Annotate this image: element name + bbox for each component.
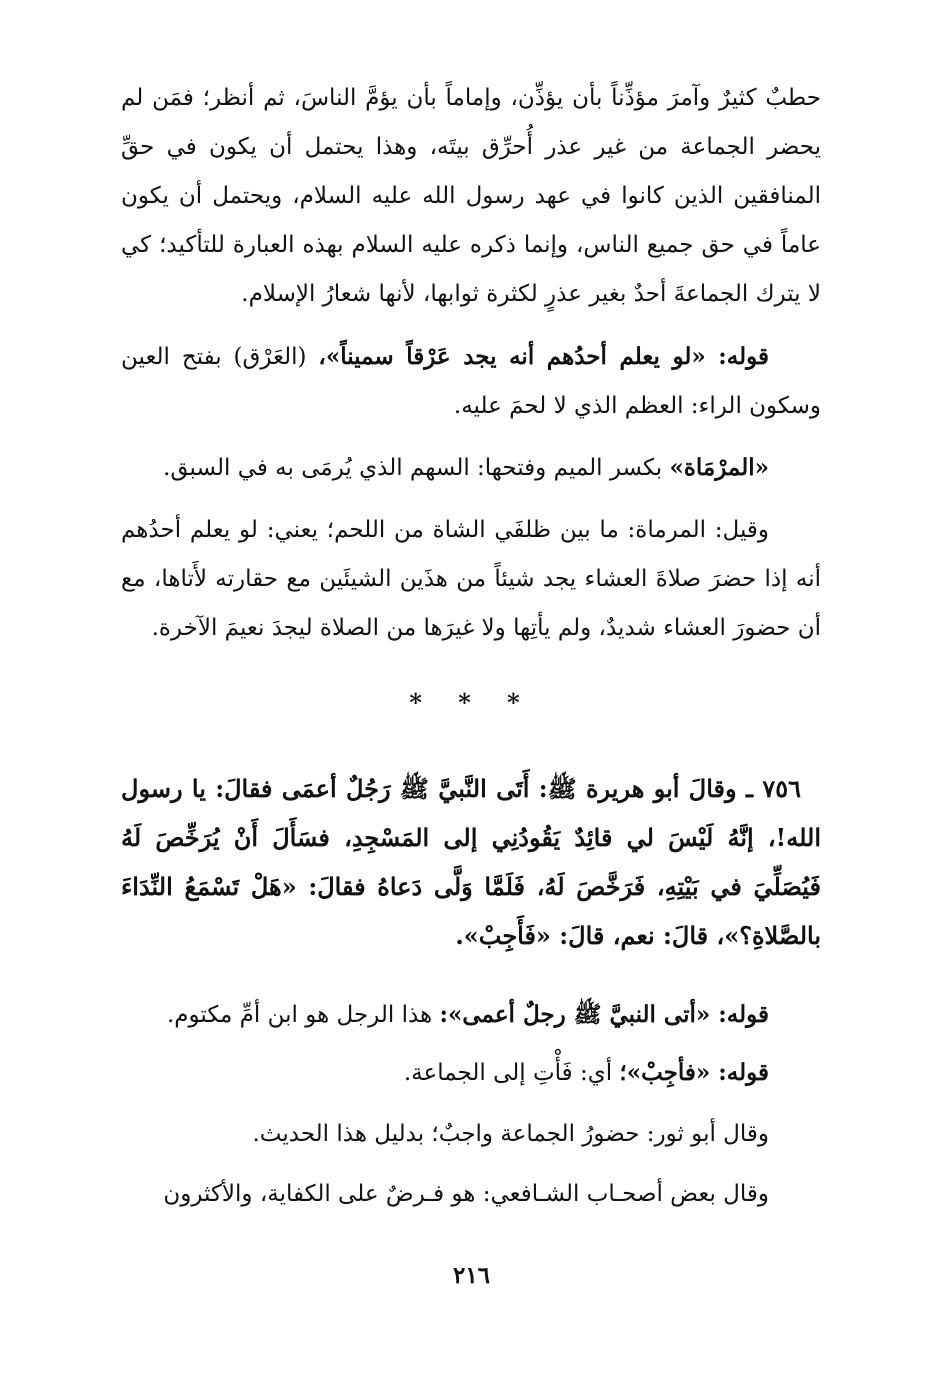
paragraph-2-heading: قوله: «لو يعلم أحدُهم أنه يجد عَرْقاً سميناً»، — [318, 343, 770, 370]
paragraph-3 — [121, 443, 821, 493]
section-divider: * * * — [409, 688, 534, 717]
paragraph-6-text: هذا الرجل هو ابن أمِّ مكتوم. — [166, 1002, 433, 1028]
paragraph-3-heading: «المرْمَاة» — [669, 454, 769, 481]
paragraph-9: وقال بعض أصحـاب الشـافعي: هو فـرضٌ على الكفاية، والأكثرون — [163, 1181, 769, 1207]
paragraph-6-heading: قوله: «أتى النبيَّ ﷺ رجلٌ أعمى»: — [439, 1001, 769, 1028]
paragraph-7-text: أي: فَأْتِ إلى الجماعة. — [403, 1060, 613, 1086]
paragraph-7-heading: قوله: «فأجِبْ»؛ — [619, 1059, 769, 1086]
paragraph-3-text: بكسر الميم وفتحها: السهم الذي يُرمَى به في السبق. — [163, 455, 663, 481]
paragraph-1: حطبٌ كثيرٌ وآمرَ مؤذِّناً بأن يؤذِّن، وإماماً بأن يؤمَّ الناسَ، ثم أنظر؛ فمَن لم يحضر الجماعة من غير عذر أُحرِّق بيتَه، وهذا يحتمل أن يكون في حقِّ المنافقين الذين كانوا في عهد رسول الله عليه السلام، ويحتمل أن يكون عاماً في حق جميع الناس، وإنما ذكره عليه السلام بهذه العبارة للتأكيد؛ كي لا يترك الجماعةَ أحدٌ بغير عذرٍ لكثرة ثوابها، لأنها شعارُ الإسلام. — [121, 85, 821, 307]
hadith-text: ٧٥٦ ـ وقالَ أبو هريرة ﷺ: أَتَى النَّبيَّ ﷺ رَجُلٌ أعمَى فقالَ: يا رسول الله!، إنَّهُ لَيْسَ لي قائِدٌ يَقُودُنِي إلى المَسْجِدِ، فسَأَلَ أَنْ يُرَخِّصَ لَهُ فَيُصَلِّيَ في بَيْتِهِ، فَرَخَّصَ لَهُ، فَلَمَّا وَلَّى دَعاهُ فقالَ: «هَلْ تَسْمَعُ النِّدَاءَ بالصَّلاةِ؟»، قالَ: نعم، قالَ: «فَأَجِبْ». — [121, 774, 822, 950]
page-number: ٢١٦ — [452, 1262, 491, 1289]
paragraph-8: وقال أبو ثور: حضورُ الجماعة واجبٌ؛ بدليل هذا الحديث. — [252, 1121, 769, 1147]
paragraph-2-text: (العَرْق) بفتح العين وسكون الراء: العظم الذي لا لحمَ عليه. — [121, 344, 821, 419]
paragraph-6 — [121, 990, 821, 1040]
paragraph-7 — [121, 1048, 821, 1098]
paragraph-4: وقيل: المرماة: ما بين ظلفَي الشاة من اللحم؛ يعني: لو يعلم أحدُهم أنه إذا حضرَ صلاةَ العشاء يجد شيئاً من هذَين الشيئَين مع حقارته لأَتاها، مع أن حضورَ العشاء شديدٌ، ولم يأتِها ولا غيرَها من الصلاة ليجدَ نعيمَ الآخرة. — [121, 517, 821, 641]
paragraph-2 — [121, 332, 821, 431]
